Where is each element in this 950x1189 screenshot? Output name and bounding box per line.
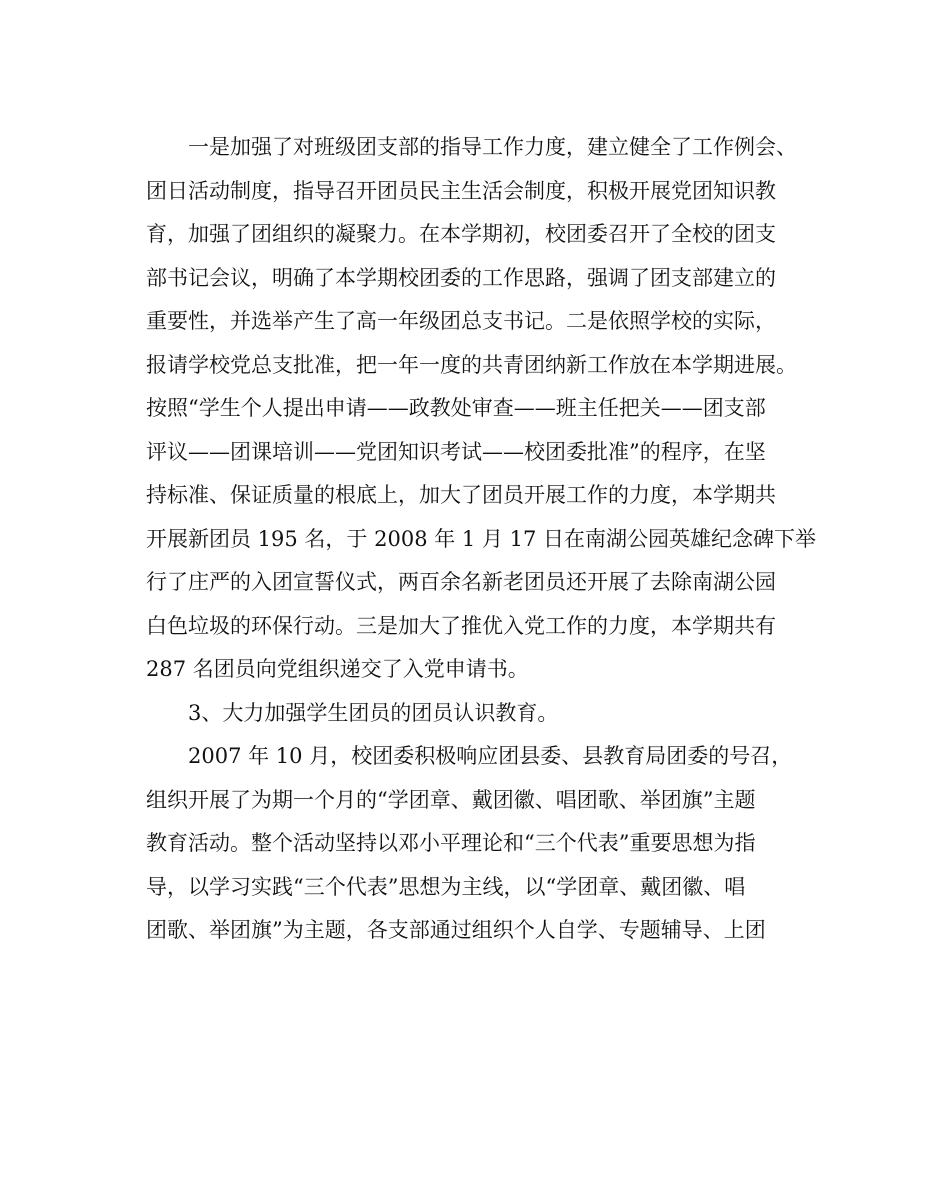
- section-heading: 3、大力加强学生团员的团员认识教育。: [188, 700, 559, 725]
- text-line-4: 部书记会议，明确了本学期校团委的工作思路，强调了团支部建立的: [146, 265, 776, 290]
- text-line-12: 白色垃圾的环保行动。三是加大了推优入党工作的力度，本学期共有: [146, 613, 776, 638]
- text-line-9: 持标准、保证质量的根底上，加大了团员开展工作的力度，本学期共: [146, 483, 776, 507]
- text-line-7: 按照“学生个人提出申请——政教处审查——班主任把关——团支部: [146, 396, 766, 420]
- text-line-16: 组织开展了为期一个月的“学团章、戴团徽、唱团歌、举团旗”主题: [146, 787, 756, 812]
- document-body: [146, 126, 826, 953]
- text-line-5: 重要性，并选举产生了高一年级团总支书记。二是依照学校的实际，: [146, 309, 776, 333]
- text-line-6: 报请学校党总支批准，把一年一度的共青团纳新工作放在本学期进展。: [146, 352, 797, 377]
- text-line-2: 团日活动制度，指导召开团员民主生活会制度，积极开展党团知识教: [146, 178, 776, 203]
- text-line-19: 团歌、举团旗”为主题，各支部通过组织个人自学、专题辅导、上团: [146, 918, 766, 942]
- text-line-18: 导，以学习实践“三个代表”思想为主线，以“学团章、戴团徽、唱: [146, 874, 746, 899]
- text-line-15: 2007 年 10 月，校团委积极响应团县委、县教育局团委的号召，: [188, 744, 793, 768]
- text-line-11: 行了庄严的入团宣誓仪式，两百余名新老团员还开展了去除南湖公园: [146, 570, 776, 594]
- text-line-10: 开展新团员 195 名，于 2008 年 1 月 17 日在南湖公园英雄纪念碑下举: [146, 526, 817, 551]
- text-line-3: 育，加强了团组织的凝聚力。在本学期初，校团委召开了全校的团支: [146, 222, 776, 246]
- text-line-8: 评议——团课培训——党团知识考试——校团委批准”的程序，在坚: [146, 439, 766, 464]
- text-line-1: 一是加强了对班级团支部的指导工作力度，建立健全了工作例会、: [188, 135, 797, 159]
- text-line-13: 287 名团员向党组织递交了入党申请书。: [146, 657, 529, 681]
- text-line-17: 教育活动。整个活动坚持以邓小平理论和“三个代表”重要思想为指: [146, 831, 756, 855]
